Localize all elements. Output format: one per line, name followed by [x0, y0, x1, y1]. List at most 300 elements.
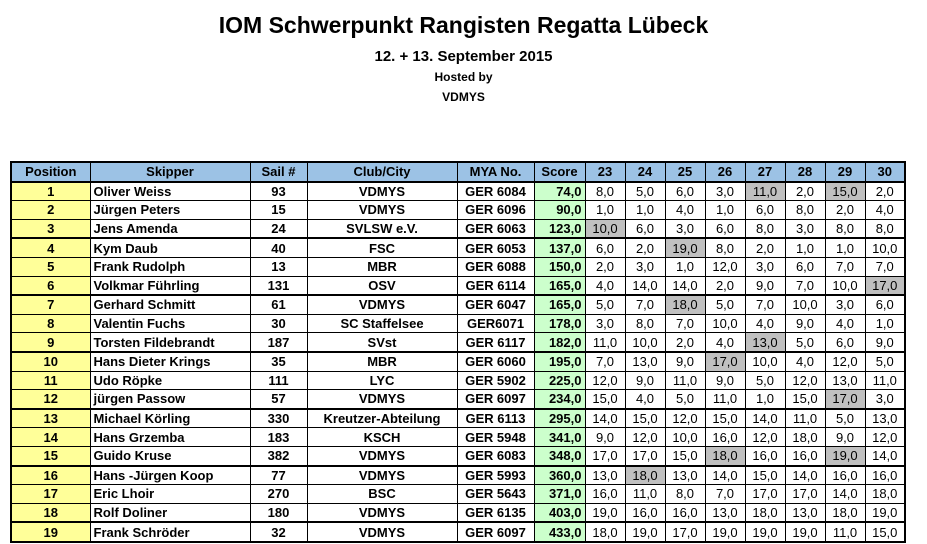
- club-cell: VDMYS: [307, 182, 457, 201]
- race-result-cell: 19,0: [785, 522, 825, 542]
- race-result-cell: 4,0: [625, 390, 665, 409]
- race-result-cell: 16,0: [785, 446, 825, 465]
- table-row: [11, 201, 905, 220]
- skipper-cell: jürgen Passow: [90, 390, 250, 409]
- mya-number-cell: GER 6097: [457, 390, 534, 409]
- race-result-cell: 8,0: [745, 219, 785, 238]
- race-result-cell: 10,0: [865, 238, 905, 257]
- position-cell: 6: [11, 276, 90, 295]
- race-result-cell: 17,0: [585, 446, 625, 465]
- club-cell: LYC: [307, 371, 457, 390]
- column-header: 25: [665, 162, 705, 182]
- race-result-cell: 6,0: [585, 238, 625, 257]
- race-result-cell: 13,0: [625, 352, 665, 371]
- race-result-cell: 13,0: [825, 371, 865, 390]
- club-cell: VDMYS: [307, 446, 457, 465]
- race-result-cell: 1,0: [585, 201, 625, 220]
- race-result-cell: 7,0: [585, 352, 625, 371]
- race-result-cell: 5,0: [585, 295, 625, 314]
- position-cell: 9: [11, 333, 90, 352]
- table-row: [11, 333, 905, 352]
- table-row: [11, 390, 905, 409]
- score-cell: 195,0: [534, 352, 585, 371]
- score-cell: 178,0: [534, 314, 585, 333]
- race-result-cell: 19,0: [745, 522, 785, 542]
- sail-number-cell: 30: [250, 314, 307, 333]
- score-cell: 165,0: [534, 295, 585, 314]
- race-result-cell: 5,0: [825, 409, 865, 428]
- race-result-cell: 15,0: [745, 466, 785, 485]
- race-result-cell: 15,0: [585, 390, 625, 409]
- score-cell: 371,0: [534, 485, 585, 504]
- position-cell: 13: [11, 409, 90, 428]
- column-header: 26: [705, 162, 745, 182]
- sail-number-cell: 15: [250, 201, 307, 220]
- column-header: 29: [825, 162, 865, 182]
- skipper-cell: Rolf Doliner: [90, 503, 250, 522]
- skipper-cell: Jürgen Peters: [90, 201, 250, 220]
- club-cell: BSC: [307, 485, 457, 504]
- race-result-cell: 10,0: [705, 314, 745, 333]
- race-result-cell: 7,0: [625, 295, 665, 314]
- race-result-cell: 2,0: [745, 238, 785, 257]
- race-result-cell: 4,0: [585, 276, 625, 295]
- race-result-cell: 7,0: [785, 276, 825, 295]
- host-name: VDMYS: [442, 90, 485, 104]
- race-result-discarded-cell: 17,0: [705, 352, 745, 371]
- table-row: [11, 352, 905, 371]
- column-header: Score: [534, 162, 585, 182]
- mya-number-cell: GER 5993: [457, 466, 534, 485]
- position-cell: 2: [11, 201, 90, 220]
- table-row: [11, 466, 905, 485]
- mya-number-cell: GER 6084: [457, 182, 534, 201]
- sail-number-cell: 270: [250, 485, 307, 504]
- table-row: [11, 428, 905, 447]
- sail-number-cell: 35: [250, 352, 307, 371]
- event-date: 12. + 13. September 2015: [374, 48, 553, 65]
- score-cell: 74,0: [534, 182, 585, 201]
- race-result-cell: 7,0: [745, 295, 785, 314]
- race-result-cell: 19,0: [705, 522, 745, 542]
- position-cell: 3: [11, 219, 90, 238]
- race-result-cell: 6,0: [625, 219, 665, 238]
- race-result-discarded-cell: 18,0: [625, 466, 665, 485]
- page-title: IOM Schwerpunkt Rangisten Regatta Lübeck: [218, 12, 709, 38]
- table-row: [11, 371, 905, 390]
- skipper-cell: Frank Schröder: [90, 522, 250, 542]
- club-cell: VDMYS: [307, 466, 457, 485]
- mya-number-cell: GER 6135: [457, 503, 534, 522]
- race-result-cell: 13,0: [705, 503, 745, 522]
- score-cell: 137,0: [534, 238, 585, 257]
- mya-number-cell: GER 6083: [457, 446, 534, 465]
- race-result-cell: 11,0: [785, 409, 825, 428]
- sail-number-cell: 93: [250, 182, 307, 201]
- mya-number-cell: GER 6117: [457, 333, 534, 352]
- race-result-cell: 13,0: [665, 466, 705, 485]
- score-cell: 341,0: [534, 428, 585, 447]
- race-result-cell: 6,0: [785, 257, 825, 276]
- race-result-cell: 16,0: [865, 466, 905, 485]
- race-result-cell: 9,0: [825, 428, 865, 447]
- mya-number-cell: GER 5643: [457, 485, 534, 504]
- race-result-cell: 14,0: [665, 276, 705, 295]
- race-result-cell: 18,0: [785, 428, 825, 447]
- race-result-cell: 3,0: [585, 314, 625, 333]
- mya-number-cell: GER 6088: [457, 257, 534, 276]
- club-cell: SC Staffelsee: [307, 314, 457, 333]
- skipper-cell: Hans -Jürgen Koop: [90, 466, 250, 485]
- race-result-cell: 14,0: [585, 409, 625, 428]
- race-result-cell: 11,0: [865, 371, 905, 390]
- skipper-cell: Eric Lhoir: [90, 485, 250, 504]
- skipper-cell: Oliver Weiss: [90, 182, 250, 201]
- race-result-cell: 8,0: [625, 314, 665, 333]
- position-cell: 15: [11, 446, 90, 465]
- race-result-cell: 3,0: [785, 219, 825, 238]
- mya-number-cell: GER 5902: [457, 371, 534, 390]
- race-result-discarded-cell: 13,0: [745, 333, 785, 352]
- mya-number-cell: GER 6063: [457, 219, 534, 238]
- club-cell: FSC: [307, 238, 457, 257]
- column-header: Position: [11, 162, 90, 182]
- position-cell: 17: [11, 485, 90, 504]
- table-row: [11, 503, 905, 522]
- table-row: [11, 219, 905, 238]
- race-result-cell: 9,0: [625, 371, 665, 390]
- mya-number-cell: GER 6097: [457, 522, 534, 542]
- position-cell: 18: [11, 503, 90, 522]
- race-result-cell: 5,0: [785, 333, 825, 352]
- race-result-cell: 15,0: [705, 409, 745, 428]
- race-result-cell: 9,0: [785, 314, 825, 333]
- club-cell: VDMYS: [307, 522, 457, 542]
- race-result-cell: 6,0: [665, 182, 705, 201]
- race-result-cell: 17,0: [625, 446, 665, 465]
- skipper-cell: Hans Grzemba: [90, 428, 250, 447]
- sail-number-cell: 57: [250, 390, 307, 409]
- race-result-cell: 5,0: [625, 182, 665, 201]
- table-row: [11, 295, 905, 314]
- race-result-cell: 4,0: [705, 333, 745, 352]
- score-cell: 165,0: [534, 276, 585, 295]
- race-result-cell: 15,0: [785, 390, 825, 409]
- race-result-cell: 4,0: [745, 314, 785, 333]
- race-result-cell: 16,0: [825, 466, 865, 485]
- race-result-cell: 12,0: [745, 428, 785, 447]
- race-result-cell: 2,0: [705, 276, 745, 295]
- mya-number-cell: GER 6113: [457, 409, 534, 428]
- sail-number-cell: 382: [250, 446, 307, 465]
- race-result-cell: 6,0: [705, 219, 745, 238]
- race-result-cell: 5,0: [865, 352, 905, 371]
- skipper-cell: Michael Körling: [90, 409, 250, 428]
- skipper-cell: Guido Kruse: [90, 446, 250, 465]
- skipper-cell: Jens Amenda: [90, 219, 250, 238]
- race-result-cell: 3,0: [705, 182, 745, 201]
- race-result-cell: 1,0: [625, 201, 665, 220]
- race-result-cell: 19,0: [625, 522, 665, 542]
- race-result-cell: 17,0: [785, 485, 825, 504]
- race-result-cell: 3,0: [865, 390, 905, 409]
- race-result-cell: 9,0: [745, 276, 785, 295]
- sail-number-cell: 24: [250, 219, 307, 238]
- club-cell: VDMYS: [307, 201, 457, 220]
- race-result-cell: 3,0: [825, 295, 865, 314]
- table-row: [11, 522, 905, 542]
- score-cell: 403,0: [534, 503, 585, 522]
- race-result-discarded-cell: 17,0: [865, 276, 905, 295]
- race-result-cell: 18,0: [745, 503, 785, 522]
- mya-number-cell: GER 6060: [457, 352, 534, 371]
- race-result-cell: 2,0: [825, 201, 865, 220]
- sail-number-cell: 61: [250, 295, 307, 314]
- skipper-cell: Frank Rudolph: [90, 257, 250, 276]
- position-cell: 12: [11, 390, 90, 409]
- race-result-cell: 2,0: [585, 257, 625, 276]
- race-result-cell: 8,0: [785, 201, 825, 220]
- sail-number-cell: 77: [250, 466, 307, 485]
- table-header-row: [11, 162, 905, 182]
- sail-number-cell: 131: [250, 276, 307, 295]
- race-result-cell: 16,0: [585, 485, 625, 504]
- position-cell: 10: [11, 352, 90, 371]
- position-cell: 8: [11, 314, 90, 333]
- race-result-cell: 13,0: [785, 503, 825, 522]
- race-result-cell: 1,0: [825, 238, 865, 257]
- race-result-cell: 9,0: [665, 352, 705, 371]
- table-body: [11, 182, 905, 542]
- race-result-cell: 18,0: [585, 522, 625, 542]
- race-result-cell: 10,0: [825, 276, 865, 295]
- race-result-discarded-cell: 17,0: [825, 390, 865, 409]
- column-header: 23: [585, 162, 625, 182]
- race-result-cell: 12,0: [785, 371, 825, 390]
- position-cell: 19: [11, 522, 90, 542]
- column-header: Club/City: [307, 162, 457, 182]
- table-row: [11, 314, 905, 333]
- position-cell: 7: [11, 295, 90, 314]
- mya-number-cell: GER6071: [457, 314, 534, 333]
- race-result-cell: 12,0: [825, 352, 865, 371]
- table-row: [11, 485, 905, 504]
- skipper-cell: Gerhard Schmitt: [90, 295, 250, 314]
- race-result-cell: 9,0: [865, 333, 905, 352]
- race-result-cell: 8,0: [825, 219, 865, 238]
- skipper-cell: Udo Röpke: [90, 371, 250, 390]
- race-result-cell: 5,0: [745, 371, 785, 390]
- score-cell: 433,0: [534, 522, 585, 542]
- club-cell: SVLSW e.V.: [307, 219, 457, 238]
- race-result-cell: 16,0: [745, 446, 785, 465]
- race-result-cell: 7,0: [825, 257, 865, 276]
- race-result-cell: 11,0: [705, 390, 745, 409]
- sail-number-cell: 180: [250, 503, 307, 522]
- race-result-discarded-cell: 18,0: [705, 446, 745, 465]
- race-result-cell: 10,0: [745, 352, 785, 371]
- column-header: MYA No.: [457, 162, 534, 182]
- race-result-cell: 14,0: [785, 466, 825, 485]
- skipper-cell: Valentin Fuchs: [90, 314, 250, 333]
- race-result-cell: 2,0: [785, 182, 825, 201]
- race-result-cell: 3,0: [745, 257, 785, 276]
- race-result-cell: 11,0: [825, 522, 865, 542]
- sail-number-cell: 32: [250, 522, 307, 542]
- club-cell: Kreutzer-Abteilung: [307, 409, 457, 428]
- sail-number-cell: 111: [250, 371, 307, 390]
- score-cell: 234,0: [534, 390, 585, 409]
- column-header: 27: [745, 162, 785, 182]
- club-cell: MBR: [307, 352, 457, 371]
- race-result-cell: 7,0: [665, 314, 705, 333]
- race-result-cell: 19,0: [585, 503, 625, 522]
- results-table: [10, 161, 906, 543]
- race-result-discarded-cell: 10,0: [585, 219, 625, 238]
- column-header: Skipper: [90, 162, 250, 182]
- table-row: [11, 409, 905, 428]
- score-cell: 182,0: [534, 333, 585, 352]
- skipper-cell: Hans Dieter Krings: [90, 352, 250, 371]
- mya-number-cell: GER 6114: [457, 276, 534, 295]
- race-result-cell: 14,0: [745, 409, 785, 428]
- race-result-cell: 17,0: [745, 485, 785, 504]
- race-result-cell: 8,0: [665, 485, 705, 504]
- position-cell: 16: [11, 466, 90, 485]
- score-cell: 360,0: [534, 466, 585, 485]
- race-result-cell: 13,0: [585, 466, 625, 485]
- race-result-cell: 8,0: [705, 238, 745, 257]
- sail-number-cell: 187: [250, 333, 307, 352]
- sail-number-cell: 13: [250, 257, 307, 276]
- position-cell: 4: [11, 238, 90, 257]
- race-result-cell: 3,0: [665, 219, 705, 238]
- race-result-cell: 10,0: [625, 333, 665, 352]
- club-cell: VDMYS: [307, 503, 457, 522]
- table-row: [11, 257, 905, 276]
- race-result-cell: 16,0: [665, 503, 705, 522]
- race-result-cell: 10,0: [785, 295, 825, 314]
- score-cell: 348,0: [534, 446, 585, 465]
- club-cell: KSCH: [307, 428, 457, 447]
- race-result-cell: 18,0: [825, 503, 865, 522]
- race-result-cell: 9,0: [585, 428, 625, 447]
- race-result-discarded-cell: 11,0: [745, 182, 785, 201]
- race-result-cell: 2,0: [865, 182, 905, 201]
- race-result-cell: 3,0: [625, 257, 665, 276]
- skipper-cell: Volkmar Führling: [90, 276, 250, 295]
- race-result-cell: 6,0: [825, 333, 865, 352]
- race-result-cell: 8,0: [865, 219, 905, 238]
- score-cell: 150,0: [534, 257, 585, 276]
- table-row: [11, 182, 905, 201]
- score-cell: 295,0: [534, 409, 585, 428]
- race-result-cell: 12,0: [865, 428, 905, 447]
- race-result-cell: 9,0: [705, 371, 745, 390]
- race-result-cell: 1,0: [705, 201, 745, 220]
- race-result-cell: 11,0: [625, 485, 665, 504]
- race-result-discarded-cell: 15,0: [825, 182, 865, 201]
- mya-number-cell: GER 6053: [457, 238, 534, 257]
- mya-number-cell: GER 6096: [457, 201, 534, 220]
- sail-number-cell: 330: [250, 409, 307, 428]
- race-result-cell: 6,0: [745, 201, 785, 220]
- race-result-cell: 1,0: [745, 390, 785, 409]
- race-result-cell: 8,0: [585, 182, 625, 201]
- mya-number-cell: GER 5948: [457, 428, 534, 447]
- race-result-cell: 15,0: [865, 522, 905, 542]
- race-result-cell: 1,0: [785, 238, 825, 257]
- position-cell: 1: [11, 182, 90, 201]
- race-result-cell: 18,0: [865, 485, 905, 504]
- club-cell: SVst: [307, 333, 457, 352]
- race-result-cell: 12,0: [625, 428, 665, 447]
- position-cell: 5: [11, 257, 90, 276]
- race-result-cell: 4,0: [785, 352, 825, 371]
- race-result-cell: 7,0: [865, 257, 905, 276]
- club-cell: VDMYS: [307, 390, 457, 409]
- race-result-cell: 11,0: [585, 333, 625, 352]
- race-result-cell: 14,0: [625, 276, 665, 295]
- column-header: Sail #: [250, 162, 307, 182]
- position-cell: 14: [11, 428, 90, 447]
- race-result-discarded-cell: 19,0: [665, 238, 705, 257]
- hosted-by-label: Hosted by: [434, 70, 493, 84]
- race-result-cell: 14,0: [705, 466, 745, 485]
- skipper-cell: Torsten Fildebrandt: [90, 333, 250, 352]
- column-header: 24: [625, 162, 665, 182]
- score-cell: 225,0: [534, 371, 585, 390]
- mya-number-cell: GER 6047: [457, 295, 534, 314]
- race-result-cell: 19,0: [865, 503, 905, 522]
- race-result-cell: 12,0: [585, 371, 625, 390]
- race-result-cell: 15,0: [665, 446, 705, 465]
- table-row: [11, 276, 905, 295]
- club-cell: MBR: [307, 257, 457, 276]
- race-result-cell: 14,0: [825, 485, 865, 504]
- club-cell: VDMYS: [307, 295, 457, 314]
- race-result-cell: 13,0: [865, 409, 905, 428]
- race-result-discarded-cell: 19,0: [825, 446, 865, 465]
- race-result-cell: 10,0: [665, 428, 705, 447]
- race-result-cell: 17,0: [665, 522, 705, 542]
- race-result-cell: 4,0: [825, 314, 865, 333]
- column-header: 28: [785, 162, 825, 182]
- table-row: [11, 238, 905, 257]
- table-row: [11, 446, 905, 465]
- race-result-cell: 11,0: [665, 371, 705, 390]
- race-result-cell: 14,0: [865, 446, 905, 465]
- club-cell: OSV: [307, 276, 457, 295]
- race-result-cell: 16,0: [705, 428, 745, 447]
- race-result-cell: 4,0: [665, 201, 705, 220]
- column-header: 30: [865, 162, 905, 182]
- race-result-cell: 16,0: [625, 503, 665, 522]
- skipper-cell: Kym Daub: [90, 238, 250, 257]
- race-result-cell: 5,0: [665, 390, 705, 409]
- race-result-cell: 5,0: [705, 295, 745, 314]
- sail-number-cell: 40: [250, 238, 307, 257]
- race-result-cell: 6,0: [865, 295, 905, 314]
- race-result-discarded-cell: 18,0: [665, 295, 705, 314]
- race-result-cell: 2,0: [665, 333, 705, 352]
- score-cell: 90,0: [534, 201, 585, 220]
- race-result-cell: 2,0: [625, 238, 665, 257]
- race-result-cell: 15,0: [625, 409, 665, 428]
- race-result-cell: 7,0: [705, 485, 745, 504]
- sail-number-cell: 183: [250, 428, 307, 447]
- race-result-cell: 1,0: [865, 314, 905, 333]
